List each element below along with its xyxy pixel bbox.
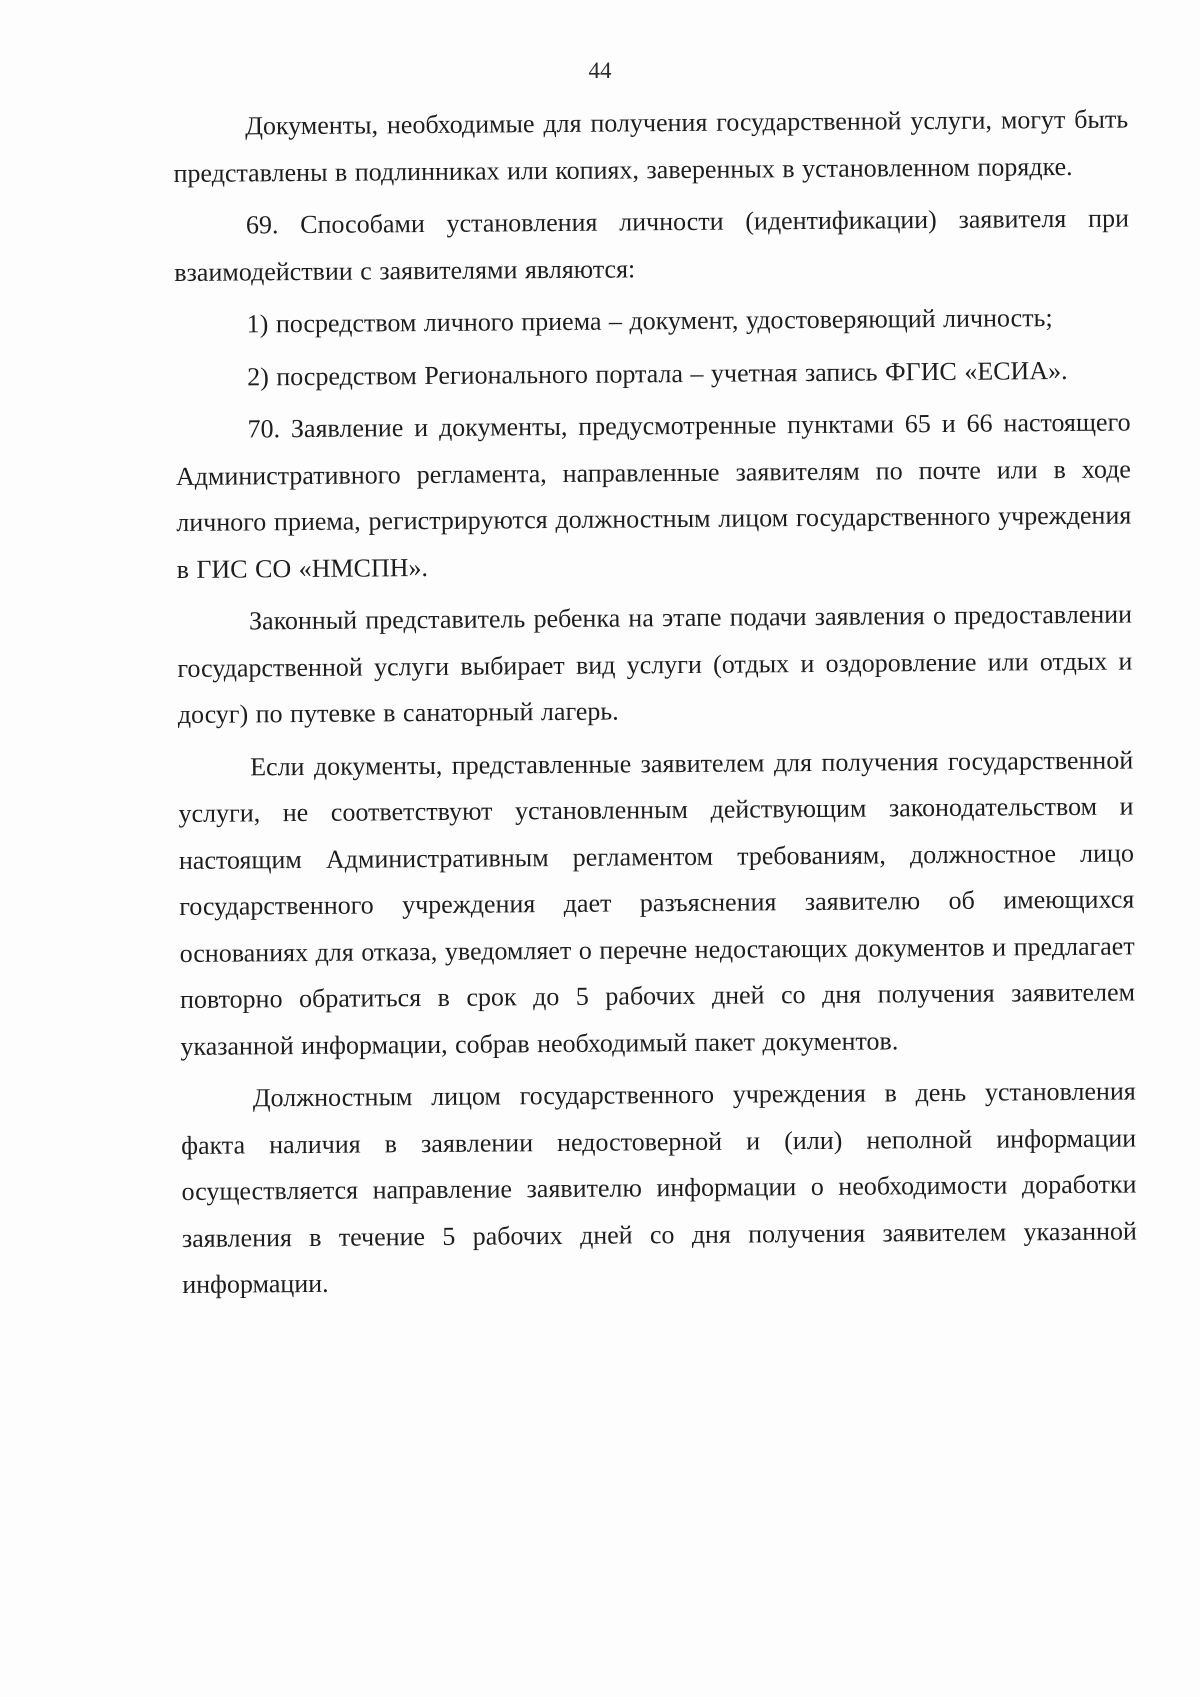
document-body bbox=[173, 96, 1137, 1314]
paragraph-documents-form: Документы, необходимые для получения государственной услуги, могут быть представлены в подлинниках или копиях, заверенных в установленном порядке. bbox=[173, 104, 1129, 188]
paragraph-69-identification: 69. Способами установления личности (идентификации) заявителя при взаимодействии с заявителями являются: bbox=[174, 203, 1130, 287]
paragraph-incomplete-information: Должностным лицом государственного учреждения в день установления факта наличия в заявлении недостоверной и (или) неполной информации осуществляется направление заявителю информации о необходимости доработки заявления в течение 5 рабочих дней со дня получения заявителем указанной информации. bbox=[181, 1076, 1137, 1299]
paragraph-legal-representative: Законный представитель ребенка на этапе подачи заявления о предоставлении государственной услуги выбирает вид услуги (отдых и оздоровление или отдых и досуг) по путевке в санаторный лагерь. bbox=[177, 599, 1133, 729]
paragraph-70-registration: 70. Заявление и документы, предусмотренные пунктами 65 и 66 настоящего Административного регламента, направленные заявителям по почте или в ходе личного приема, регистрируются должностным лицом государственного учреждения в ГИС СО «НМСПН». bbox=[175, 407, 1132, 584]
list-item-personal-reception: 1) посредством личного приема – документ, удостоверяющий личность; bbox=[246, 303, 1053, 339]
paragraph-nonconforming-documents: Если документы, представленные заявителем для получения государственной услуги, не соответствуют установленным действующим законодательством и настоящим Административным регламентом требованиям, должностное лицо государственного учреждения дает разъяснения заявителю об имеющихся основаниях для отказа, уведомляет о перечне недостающих документов и предлагает повторно обратиться в срок до 5 рабочих дней со дня получения заявителем указанной информации, собрав необходимый пакет документов. bbox=[178, 744, 1136, 1061]
page-number: 44 bbox=[588, 58, 612, 83]
list-item-regional-portal: 2) посредством Регионального портала – учетная запись ФГИС «ЕСИА». bbox=[247, 355, 1068, 391]
